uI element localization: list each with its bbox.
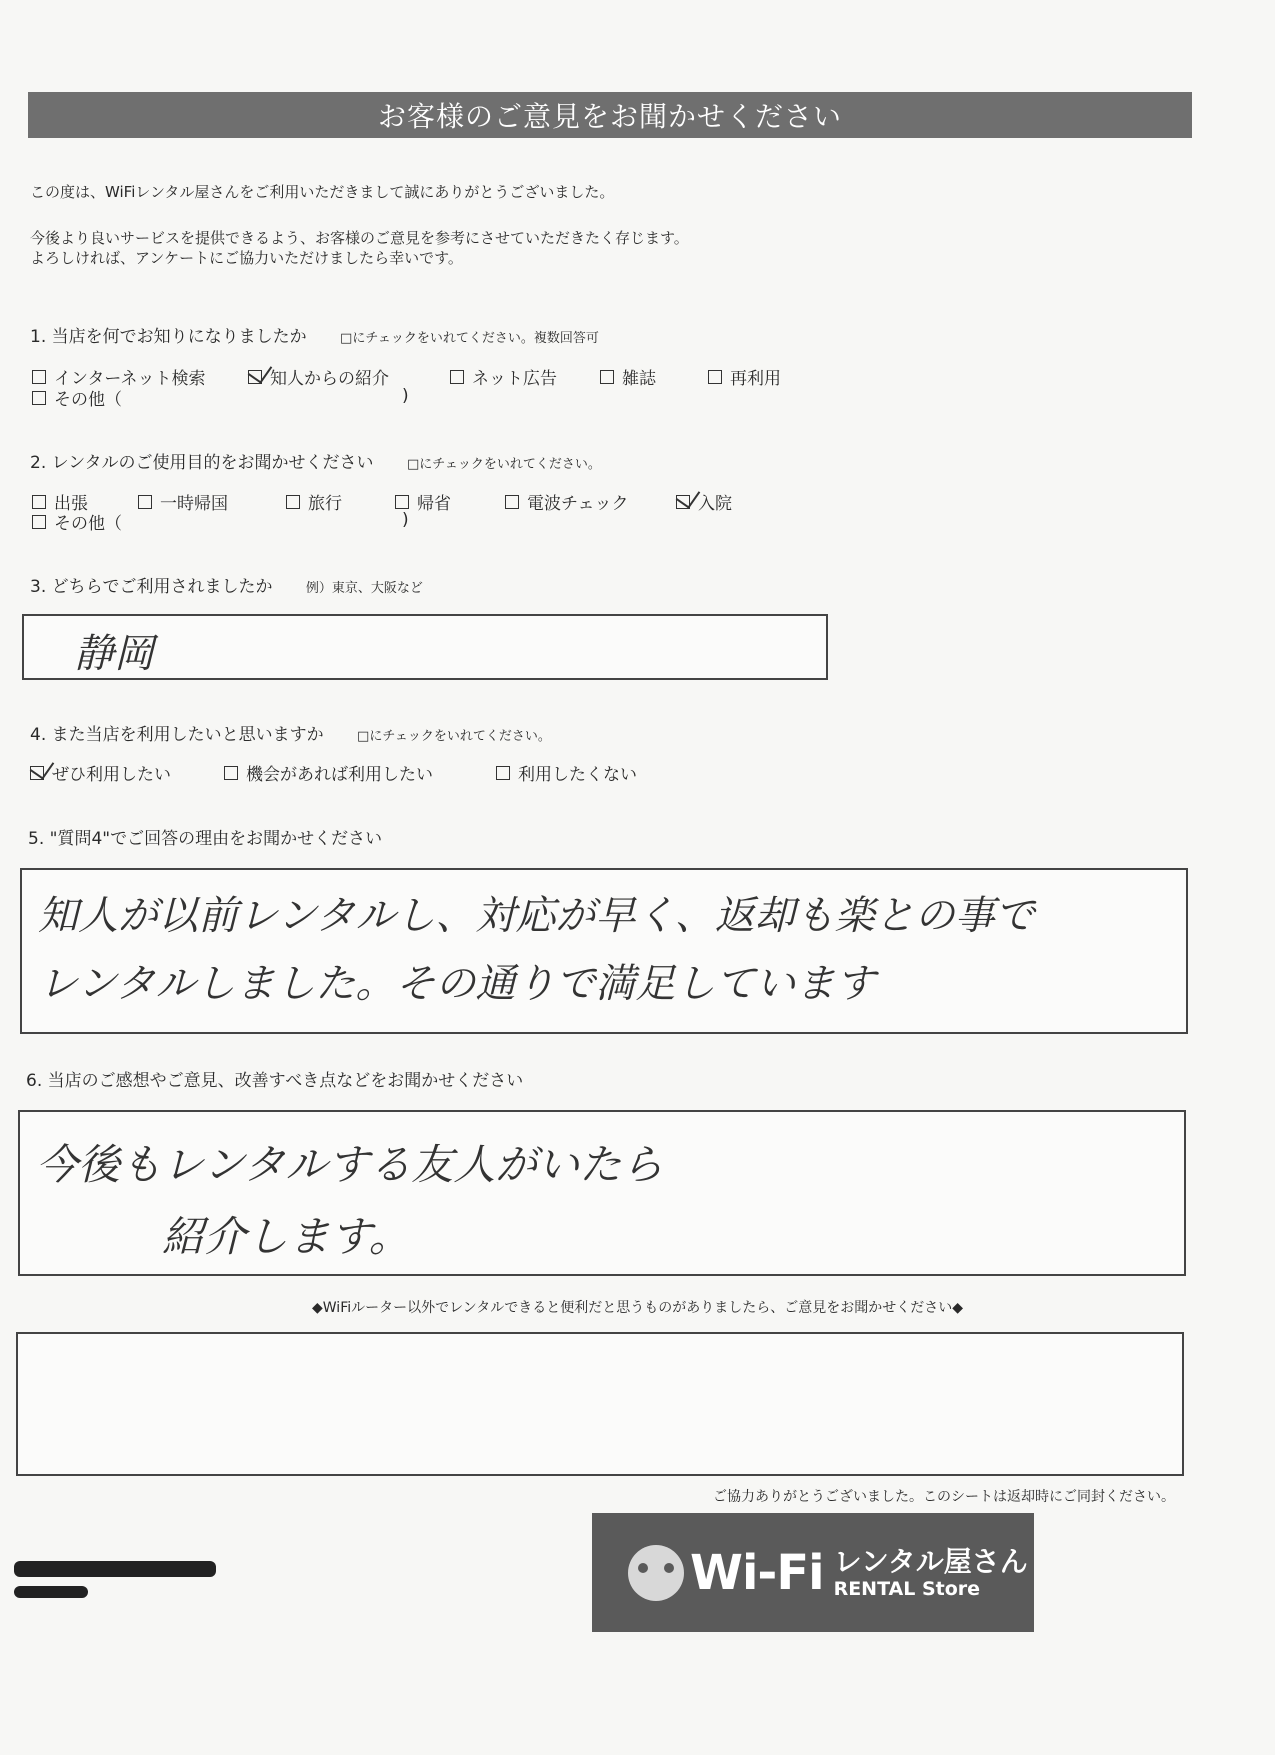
q3-title	[30, 572, 423, 597]
checkbox-checked[interactable]	[30, 766, 44, 780]
q5-answer-line-2: レンタルしました。その通りで満足しています	[38, 961, 876, 1007]
option-label: 一時帰国	[160, 494, 228, 514]
q2-option-hospital[interactable]	[676, 489, 732, 514]
q1-option-net-ad[interactable]	[450, 364, 557, 389]
checkbox[interactable]	[32, 391, 46, 405]
q6-answer-box[interactable]	[18, 1110, 1186, 1276]
q6-title: 6. 当店のご感想やご意見、改善すべき点などをお聞かせください	[26, 1071, 524, 1091]
redacted-customer-id	[14, 1586, 88, 1598]
q1-option-referral[interactable]	[248, 364, 389, 389]
option-label: インターネット検索	[54, 369, 206, 389]
option-label: 再利用	[730, 369, 781, 389]
option-label: 旅行	[308, 494, 342, 514]
q3-question: 3. どちらでご利用されましたか	[30, 577, 273, 597]
checkbox[interactable]	[32, 370, 46, 384]
q4-option-definitely[interactable]	[30, 760, 171, 785]
checkbox[interactable]	[395, 495, 409, 509]
q3-note: 例）東京、大阪など	[305, 581, 423, 596]
q6-answer-line-1: 今後もレンタルする友人がいたら	[36, 1140, 664, 1189]
checkbox[interactable]	[286, 495, 300, 509]
q5-title: 5. "質問4"でご回答の理由をお聞かせください	[28, 829, 383, 849]
q2-title	[30, 448, 601, 473]
option-label: 利用したくない	[518, 765, 637, 785]
intro-line-2: 今後より良いサービスを提供できるよう、お客様のご意見を参考にさせていただきたく存じます。	[30, 229, 689, 247]
q4-option-if-chance[interactable]	[224, 760, 433, 785]
option-label: 機会があれば利用したい	[246, 765, 433, 785]
q4-question: 4. また当店を利用したいと思いますか	[30, 725, 324, 745]
option-label: 出張	[54, 494, 88, 514]
survey-title: お客様のご意見をお聞かせください	[377, 100, 842, 133]
extra-answer-box[interactable]	[16, 1332, 1184, 1476]
option-label: ぜひ利用したい	[52, 765, 171, 785]
checkbox[interactable]	[224, 766, 238, 780]
checkbox-checked[interactable]	[676, 495, 690, 509]
q2-option-temp-return[interactable]	[138, 489, 228, 514]
logo-jp-text: レンタル屋さん	[833, 1544, 1028, 1578]
extra-question-note: ◆WiFiルーター以外でレンタルできると便利だと思うものがありましたら、ご意見をお聞かせください◆	[312, 1300, 963, 1316]
option-label: 雑誌	[622, 369, 656, 389]
q1-option-magazine[interactable]	[600, 364, 656, 389]
checkbox[interactable]	[708, 370, 722, 384]
checkbox-checked[interactable]	[248, 370, 262, 384]
option-label: 入院	[698, 494, 732, 514]
logo-en-text: RENTAL Store	[833, 1577, 981, 1600]
q2-note: □にチェックをいれてください。	[406, 457, 601, 472]
q5-answer-line-1: 知人が以前レンタルし、対応が早く、返却も楽との事で	[38, 893, 1035, 939]
q4-option-no[interactable]	[496, 760, 637, 785]
wifi-rental-logo	[592, 1513, 1034, 1632]
checkbox[interactable]	[138, 495, 152, 509]
q4-title	[30, 720, 551, 745]
option-label: 帰省	[417, 494, 451, 514]
q2-option-signal-check[interactable]	[505, 489, 629, 514]
logo-wifi-text: Wi-Fi	[690, 1544, 824, 1601]
q1-note: □にチェックをいれてください。複数回答可	[340, 331, 599, 346]
redacted-customer-info	[14, 1561, 216, 1577]
q1-option-reuse[interactable]	[708, 364, 781, 389]
q2-question: 2. レンタルのご使用目的をお聞かせください	[30, 453, 374, 473]
q2-other-close: )	[402, 510, 409, 530]
checkbox[interactable]	[32, 495, 46, 509]
survey-header	[28, 92, 1192, 138]
option-label: その他（	[54, 514, 122, 534]
option-label: 電波チェック	[527, 494, 629, 514]
checkbox[interactable]	[450, 370, 464, 384]
q1-other-close: )	[402, 386, 409, 406]
logo-text-block	[834, 1546, 1028, 1600]
checkbox[interactable]	[32, 515, 46, 529]
q1-title	[30, 322, 599, 347]
option-label: その他（	[54, 390, 122, 410]
thanks-note: ご協力ありがとうございました。このシートは返却時にご同封ください。	[713, 1489, 1175, 1505]
mascot-icon	[628, 1545, 684, 1601]
q5-answer-box[interactable]	[20, 868, 1188, 1034]
checkbox[interactable]	[600, 370, 614, 384]
option-label: ネット広告	[472, 369, 557, 389]
checkbox[interactable]	[505, 495, 519, 509]
checkbox[interactable]	[496, 766, 510, 780]
q4-note: □にチェックをいれてください。	[357, 729, 551, 744]
q1-option-other[interactable]	[32, 385, 122, 410]
intro-line-3: よろしければ、アンケートにご協力いただけましたら幸いです。	[30, 249, 463, 267]
q3-answer-text: 静岡	[74, 631, 154, 677]
q6-answer-line-2: 紹介します。	[162, 1212, 411, 1261]
q1-question: 1. 当店を何でお知りになりましたか	[30, 327, 307, 347]
intro-line-1: この度は、WiFiレンタル屋さんをご利用いただきまして誠にありがとうございました。	[30, 183, 615, 201]
q2-option-travel[interactable]	[286, 489, 342, 514]
q3-answer-box[interactable]	[22, 614, 828, 680]
q2-option-other[interactable]	[32, 509, 122, 534]
option-label: 知人からの紹介	[270, 369, 389, 389]
